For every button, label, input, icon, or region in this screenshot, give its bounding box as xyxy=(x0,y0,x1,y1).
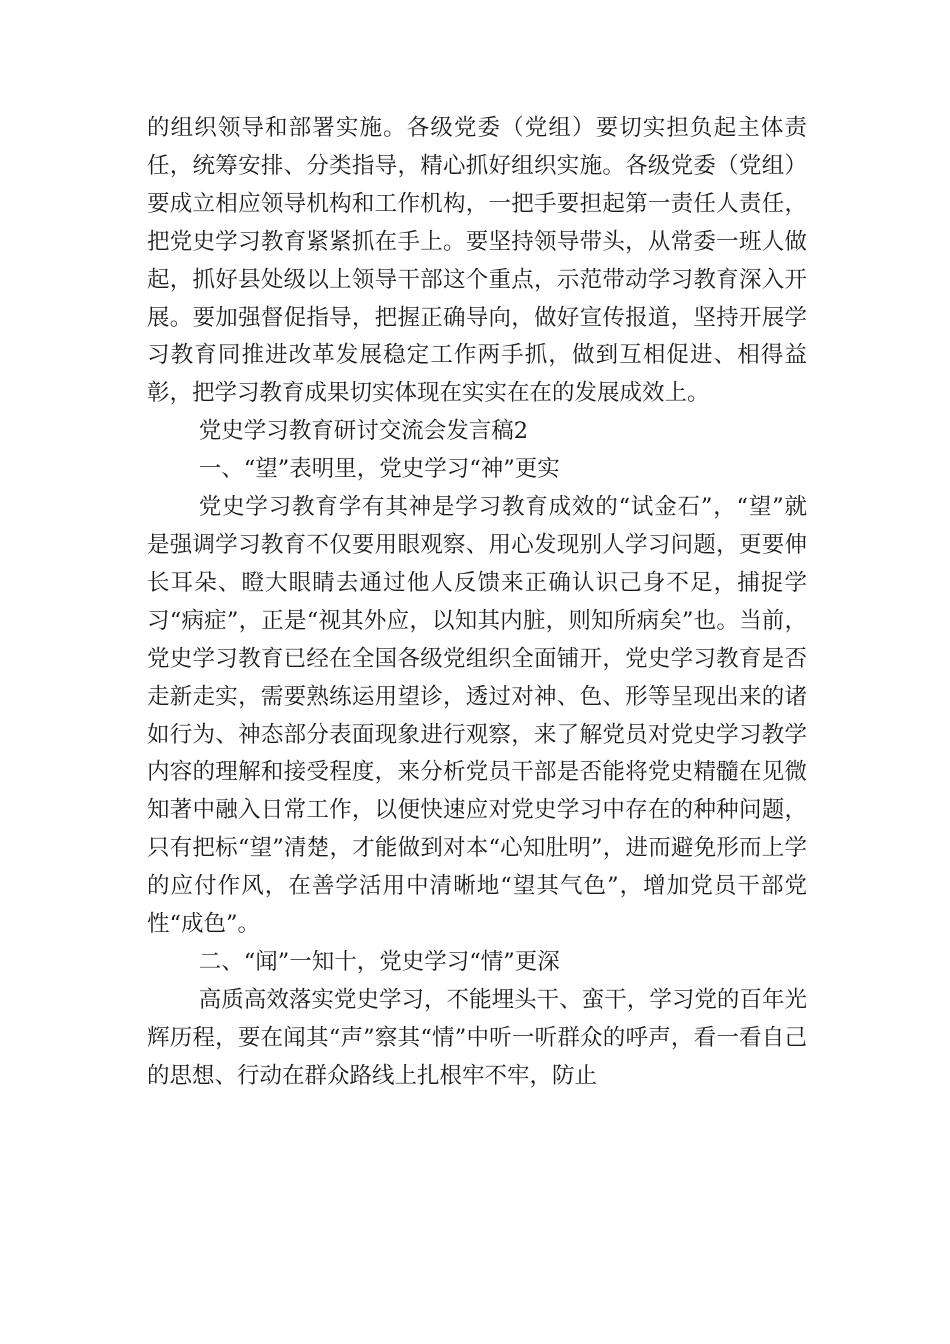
paragraph-body-1: 党史学习教育学有其神是学习教育成效的“试金石”，“望”就是强调学习教育不仅要用眼观察、用心发现别人学习问题，更要伸长耳朵、瞪大眼睛去通过他人反馈来正确认识己身不足，捕捉学习“病症”，正是“视其外应，以知其内脏，则知所病矣”也。当前，党史学习教育已经在全国各级党组织全面铺开，党史学习教育是否走新走实，需要熟练运用望诊，透过对神、色、形等呈现出来的诸如行为、神态部分表面现象进行观察，来了解党员对党史学习教学内容的理解和接受程度，来分析党员干部是否能将党史精髓在见微知著中融入日常工作，以便快速应对党史学习中存在的种种问题，只有把标“望”清楚，才能做到对本“心知肚明”，进而避免形而上学的应付作风，在善学活用中清晰地“望其气色”，增加党员干部党性“成色”。 xyxy=(147,494,807,938)
paragraph-body-2: 高质高效落实党史学习，不能埋头干、蛮干，学习党的百年光辉历程，要在闻其“声”察其“情”中听一听群众的呼声，看一看自己的思想、行动在群众路线上扎根牢不牢，防止 xyxy=(147,986,807,1089)
paragraph-continuation: 的组织领导和部署实施。各级党委（党组）要切实担负起主体责任，统筹安排、分类指导，精心抓好组织实施。各级党委（党组）要成立相应领导机构和工作机构，一把手要担起第一责任人责任，把党史学习教育紧紧抓在手上。要坚持领导带头，从常委一班人做起，抓好县处级以上领导干部这个重点，示范带动学习教育深入开展。要加强督促指导，把握正确导向，做好宣传报道，坚持开展学习教育同推进改革发展稳定工作两手抓，做到互相促进、相得益彰，把学习教育成果切实体现在实实在在的发展成效上。 xyxy=(147,115,807,407)
section-heading-2: 二、“闻”一知十，党史学习“情”更深 xyxy=(198,948,560,975)
section-heading-1: 一、“望”表明里，党史学习“神”更实 xyxy=(198,456,560,483)
document-title: 党史学习教育研讨交流会发言稿2 xyxy=(198,418,529,445)
document-page xyxy=(147,110,807,1096)
